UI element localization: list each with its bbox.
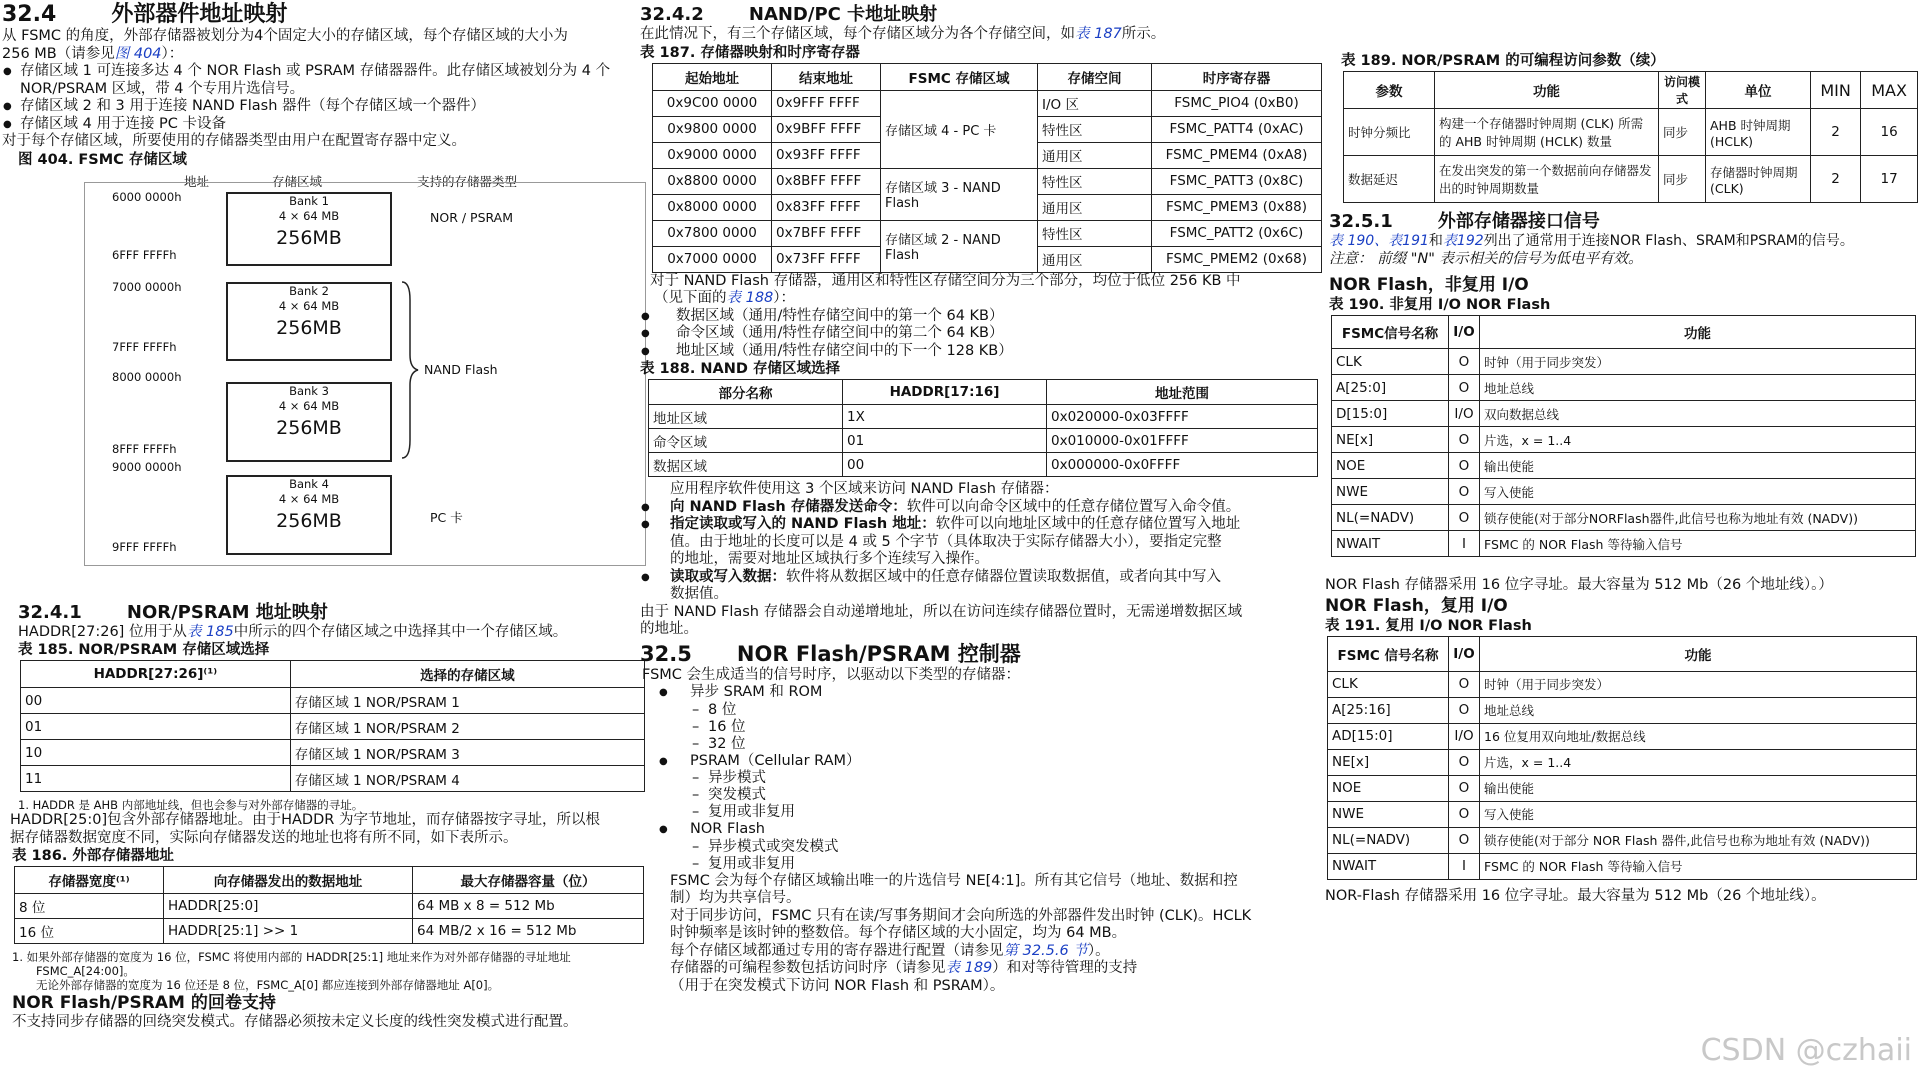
table-190-row (1332, 479, 1916, 505)
link-table-189[interactable]: 表 189 (945, 960, 993, 976)
table-186: 存储器宽度⁽¹⁾ 向存储器发出的数据地址 最大存储器容量（位） 8 位 HADDR[25:0] 64 MB x 8 = 512 Mb 16 位 HADDR[25:1] >> 1 64 MB/2 x 16 = 512 Mb (14, 866, 644, 944)
end-address-cell: 0x9BFF FFFF (772, 116, 881, 142)
bank4-start-address: 9000 0000h (112, 459, 182, 474)
table-189-cell: 构建一个存储器时钟周期 (CLK) 所需的 AHB 时钟周期 (HCLK) 数量 (1435, 109, 1659, 156)
param-paragraph-2: （用于在突发模式下访问 NOR Flash 和 PSRAM）。 (670, 977, 1005, 994)
table-188-row-cell: 0x020000-0x03FFFF (1047, 405, 1318, 429)
area-command-bullet: ● 命令区域（通用/特性存储空间中的第二个 64 KB） (640, 325, 1320, 343)
signal-function-cell: 输出使能 (1480, 775, 1917, 801)
space-cell: 特性区 (1038, 116, 1152, 142)
table-189-cell: 时钟分频比 (1344, 109, 1435, 156)
s251-paragraph: 表 190、表191和表192列出了通常用于连接NOR Flash、SRAM和PSRAM的信号。 (1329, 233, 1854, 249)
area-data-bullet: ● 数据区域（通用/特性存储空间中的第一个 64 KB） (640, 308, 1320, 326)
diagram-header-address: 地址 (184, 173, 210, 189)
table-189-cell: 在发出突发的第一个数据前向存储器发出的时钟周期数量 (1435, 156, 1659, 203)
bullet-specify-address-cont-2: 的地址，需要对地址区域执行多个连续写入操作。 (670, 551, 989, 567)
intro-line-2: 256 MB（请参见图 404）： (2, 45, 184, 62)
timing-register-cell: FSMC_PATT4 (0xAC) (1152, 116, 1322, 142)
param-paragraph-1: 存储器的可编程参数包括访问时序（请参见表 189）和对等待管理的支持 (670, 960, 1138, 976)
memory-subtype-item: – 异步模式 (690, 770, 1320, 787)
bullet-bank23: ● 存储区域 2 和 3 用于连接 NAND Flash 器件（每个存储区域一个器件） (2, 98, 647, 116)
table-188-row (649, 405, 1318, 429)
table-186-row-cell: HADDR[25:0] (164, 894, 413, 919)
space-cell: 特性区 (1038, 168, 1152, 194)
table-189-cell: 16 (1861, 109, 1918, 156)
memory-subtype-item: – 16 位 (690, 719, 1320, 736)
signal-io-cell: O (1449, 801, 1480, 827)
timing-register-cell: FSMC_PMEM3 (0x88) (1152, 194, 1322, 220)
space-cell: 通用区 (1038, 246, 1152, 272)
type-nor-psram: NOR / PSRAM (430, 209, 514, 225)
section-32-4-2-heading: 32.4.2 NAND/PC 卡地址映射 (640, 4, 938, 25)
type-nand-flash: NAND Flash (424, 361, 498, 377)
signal-name-cell: A[25:0] (1332, 375, 1449, 401)
table-191-row (1328, 775, 1917, 801)
start-address-cell: 0x7800 0000 (653, 220, 772, 246)
end-address-cell: 0x8BFF FFFF (772, 168, 881, 194)
table-185-row (21, 688, 645, 714)
signal-name-cell: NE[x] (1328, 749, 1449, 775)
table-190-row (1332, 427, 1916, 453)
signal-function-cell: 写入使能 (1480, 479, 1916, 505)
signal-function-cell: 锁存使能(对于部分NORFlash器件,此信号也称为地址有效 (NADV)) (1480, 505, 1916, 531)
bullet-specify-address-cont-1: 值。由于地址的长度可以是 4 或 5 个字节（具体取决于实际存储器大小），要指定完整 (670, 533, 1222, 550)
signal-io-cell: O (1449, 827, 1480, 853)
table-185-row-cell: 01 (21, 714, 291, 740)
signal-function-cell: 时钟（用于同步突发） (1480, 349, 1916, 375)
table-191-row (1328, 671, 1917, 697)
table-185-row (21, 714, 645, 740)
table-185-note: 1. HADDR 是 AHB 内部地址线，但也会参与对外部存储器的寻址。 (18, 798, 364, 812)
mux-paragraph: NOR-Flash 存储器采用 16 位字寻址。最大容量为 512 Mb（26 个地址线）。 (1325, 887, 1826, 904)
table-190-row (1332, 505, 1916, 531)
bank1-start-address: 6000 0000h (112, 189, 182, 204)
intro-line-1: 从 FSMC 的角度，外部存储器被划分为4个固定大小的存储区域，每个存储区域的大小为 (2, 28, 568, 44)
table-185-row-cell: 存储区域 1 NOR/PSRAM 1 (290, 688, 644, 714)
signal-function-cell: 地址总线 (1480, 375, 1916, 401)
table-188: 部分名称 HADDR[17:16] 地址范围 地址区域 1X 0x020000-0x03FFFF 命令区域 01 0x010000-0x01FFFF 数据区域 00 0x000000-0x0FFFF (648, 379, 1318, 477)
link-table-188[interactable]: 表 188 (726, 290, 774, 306)
watermark: CSDN @czhaii (1700, 1033, 1912, 1068)
timing-register-cell: FSMC_PATT2 (0x6C) (1152, 220, 1322, 246)
signal-name-cell: CLK (1328, 671, 1449, 697)
table-188-row-cell: 01 (843, 429, 1047, 453)
table-188-row (649, 453, 1318, 477)
bullet-send-command: ● 向 NAND Flash 存储器发送命令：软件可以向命令区域中的任意存储位置写入命令值。 (640, 499, 1320, 517)
bullet-bank1-cont: NOR/PSRAM 区域，带 4 个专用片选信号。 (20, 80, 305, 97)
area-address-bullet: ● 地址区域（通用/特性存储空间中的下一个 128 KB） (640, 343, 1320, 361)
bullet-bank4: ● 存储区域 4 用于连接 PC 卡设备 (2, 116, 647, 134)
signal-io-cell: I/O (1449, 723, 1480, 749)
table-186-row-cell: HADDR[25:1] >> 1 (164, 919, 413, 944)
signal-function-cell: FSMC 的 NOR Flash 等待输入信号 (1480, 853, 1917, 879)
table-190-row (1332, 349, 1916, 375)
diagram-header-type: 支持的存储器类型 (417, 173, 518, 189)
bullet-read-write-data: ● 读取或写入数据：软件将从数据区域中的任意存储器位置读取数据值，或者向其中写入 (640, 569, 1320, 587)
signal-io-cell: O (1449, 671, 1480, 697)
table-185-row-cell: 11 (21, 766, 291, 792)
nand-paragraph-2: （见下面的表 188）： (654, 290, 796, 306)
table-187-row (653, 168, 1322, 194)
memory-subtype-item: – 突发模式 (690, 787, 1320, 804)
bank2-end-address: 7FFF FFFFh (112, 339, 177, 354)
signal-name-cell: NWE (1332, 479, 1449, 505)
link-section-32-5-6[interactable]: 第 32.5.6 节 (1003, 942, 1088, 959)
signal-function-cell: 地址总线 (1480, 697, 1917, 723)
bank-2-box: Bank 2 4 × 64 MB 256MB (226, 282, 392, 361)
table-185-row (21, 766, 645, 792)
signal-io-cell: O (1449, 775, 1480, 801)
bank3-end-address: 8FFF FFFFh (112, 441, 177, 456)
bank-name-cell: 存储区域 4 - PC 卡 (881, 90, 1038, 168)
table-186-row-cell: 64 MB/2 x 16 = 512 Mb (413, 919, 644, 944)
bank-name-cell: 存储区域 2 - NAND Flash (881, 220, 1038, 272)
wrap-support-title: NOR Flash/PSRAM 的回卷支持 (12, 993, 276, 1013)
auto-increment-paragraph-1: 由于 NAND Flash 存储器会自动递增地址，所以在访问连续存储器位置时，无需递增数据区域 (640, 603, 1243, 620)
table-189: 参数 功能 访问模式 单位 MIN MAX 时钟分频比 构建一个存储器时钟周期 (CLK) 所需的 AHB 时钟周期 (HCLK) 数量 同步 AHB 时钟周期 (HCLK) 2 16 数据延迟 在发出突发的第一个数据前向存储器发出的时钟周期数量 同步 存储器时钟周期 (CLK) 2 17 (1343, 71, 1918, 203)
table-191: FSMC 信号名称 I/O 功能 CLK O 时钟（用于同步突发） A[25:16] O 地址总线 AD[15:0] I/O 16 位复用双向地址/数据总线 NE[x] O 片选，x = 1..4 NOE O 输出使能 NWE O 写入使能 NL(=NADV) O 锁存使能(对于部分 NOR Flash 器件,此信号也称为地址有效 (NADV)) NWAIT I FSMC 的 NOR Flash 等待输入信号 (1327, 636, 1917, 880)
table-187-row (653, 90, 1322, 116)
bullet-specify-address: ● 指定读取或写入的 NAND Flash 地址：软件可以向地址区域中的任意存储位置写入地址 (640, 516, 1320, 534)
table-188-row-cell: 00 (843, 453, 1047, 477)
signal-io-cell: O (1449, 479, 1480, 505)
table-191-row (1328, 801, 1917, 827)
table-189-row (1344, 109, 1918, 156)
table-188-row-cell: 0x000000-0x0FFFF (1047, 453, 1318, 477)
table-186-row (15, 894, 644, 919)
ne-paragraph-1: FSMC 会为每个存储区域输出唯一的片选信号 NE[4:1]。所有其它信号（地址、数据和控 (670, 872, 1238, 889)
table-185-row-cell: 存储区域 1 NOR/PSRAM 2 (290, 714, 644, 740)
signal-name-cell: NE[x] (1332, 427, 1449, 453)
table-188-row-cell: 0x010000-0x01FFFF (1047, 429, 1318, 453)
table-185-row-cell: 00 (21, 688, 291, 714)
column-right (1325, 0, 1920, 905)
section-32-5-heading: 32.5 NOR Flash/PSRAM 控制器 (640, 641, 1021, 666)
bank2-start-address: 7000 0000h (112, 279, 182, 294)
table-190: FSMC信号名称 I/O 功能 CLK O 时钟（用于同步突发） A[25:0] O 地址总线 D[15:0] I/O 双向数据总线 NE[x] O 片选，x = 1..4 NOE O 输出使能 NWE O 写入使能 NL(=NADV) O 锁存使能(对于部分NORFlash器件,此信号也称为地址有效 (NADV)) NWAIT I FSMC 的 NOR Flash 等待输入信号 (1331, 315, 1916, 557)
clk-paragraph-2: 时钟频率是该时钟的整数倍。每个存储区域的大小固定，均为 64 MB。 (670, 925, 1127, 941)
table-186-row-cell: 64 MB x 8 = 512 Mb (413, 894, 644, 919)
signal-function-cell: 写入使能 (1480, 801, 1917, 827)
space-cell: I/O 区 (1038, 90, 1152, 116)
bullet-read-write-data-cont: 数据值。 (670, 586, 728, 602)
memory-subtype-item: – 复用或非复用 (690, 804, 1320, 821)
signal-name-cell: A[25:16] (1328, 697, 1449, 723)
signal-io-cell: O (1449, 375, 1480, 401)
table-188-row-cell: 命令区域 (649, 429, 843, 453)
timing-register-cell: FSMC_PATT3 (0x8C) (1152, 168, 1322, 194)
signal-name-cell: NOE (1332, 453, 1449, 479)
table-188-row-cell: 数据区域 (649, 453, 843, 477)
auto-increment-paragraph-2: 的地址。 (640, 621, 698, 637)
link-table-192[interactable]: 表192 (1442, 233, 1484, 249)
signal-function-cell: 片选，x = 1..4 (1480, 749, 1917, 775)
table-187: 起始地址 结束地址 FSMC 存储区域 存储空间 时序寄存器 0x9C00 0000 0x9FFF FFFF 存储区域 4 - PC 卡 I/O 区 FSMC_PIO4 (0xB0) 0x9800 0000 0x9BFF FFFF 特性区 FSMC_PATT4 (0xAC) 0x9000 0000 0x93FF FFFF 通用区 FSMC_PMEM4 (0xA8) 0x8800 0000 0x8BFF FFFF 存储区域 3 - NAND Flash 特性区 FSMC_PATT3 (0x8C) 0x8000 0000 0x83FF FFFF 通用区 FSMC_PMEM3 (0x88) 0x7800 0000 0x7BFF FFFF 存储区域 2 - NAND Flash 特性区 FSMC_PATT2 (0x6C) 0x7000 0000 0x73FF FFFF 通用区 FSMC_PMEM2 (0x68) (652, 63, 1322, 273)
table-191-row (1328, 697, 1917, 723)
intro-line-3: 对于每个存储区域，所要使用的存储器类型由用户在配置寄存器中定义。 (2, 133, 466, 149)
table-191-caption: 表 191. 复用 I/O NOR Flash (1325, 617, 1532, 634)
table-187-caption: 表 187. 存储器映射和时序寄存器 (640, 44, 860, 61)
table-189-row (1344, 156, 1918, 203)
bank-1-box: Bank 1 4 × 64 MB 256MB (226, 192, 392, 266)
config-paragraph: 每个存储区域都通过专用的寄存器进行配置（请参见第 32.5.6 节）。 (670, 942, 1110, 959)
column-middle (640, 0, 1320, 995)
start-address-cell: 0x8000 0000 (653, 194, 772, 220)
table-191-row (1328, 827, 1917, 853)
table-186-row-cell: 8 位 (15, 894, 164, 919)
bullet-bank1: ● 存储区域 1 可连接多达 4 个 NOR Flash 或 PSRAM 存储器器件。此存储区域被划分为 4 个 (2, 63, 647, 81)
end-address-cell: 0x83FF FFFF (772, 194, 881, 220)
table-186-row (15, 919, 644, 944)
bank-name-cell: 存储区域 3 - NAND Flash (881, 168, 1038, 220)
section-32-4-heading: 32.4 外部器件地址映射 (2, 2, 288, 27)
memory-subtype-item: – 异步模式或突发模式 (690, 839, 1320, 856)
signal-function-cell: 输出使能 (1480, 453, 1916, 479)
table-186-row-cell: 16 位 (15, 919, 164, 944)
non-mux-title: NOR Flash，非复用 I/O (1329, 275, 1529, 295)
signal-function-cell: 16 位复用双向地址/数据总线 (1480, 723, 1917, 749)
haddr-paragraph-1: HADDR[25:0]包含外部存储器地址。由于HADDR 为字节地址，而存储器按字寻址，所以根 (10, 812, 600, 828)
table-189-cell: 2 (1811, 156, 1861, 203)
space-cell: 通用区 (1038, 194, 1152, 220)
signal-name-cell: NL(=NADV) (1328, 827, 1449, 853)
link-table-187[interactable]: 表 187 (1075, 26, 1122, 42)
signal-function-cell: 片选，x = 1..4 (1480, 427, 1916, 453)
signal-name-cell: AD[15:0] (1328, 723, 1449, 749)
signal-function-cell: 双向数据总线 (1480, 401, 1916, 427)
table-191-row (1328, 749, 1917, 775)
table-189-cell: 数据延迟 (1344, 156, 1435, 203)
table-189-cell: AHB 时钟周期 (HCLK) (1706, 109, 1811, 156)
table-189-caption: 表 189. NOR/PSRAM 的可编程访问参数（续） (1341, 53, 1665, 69)
table-189-cell: 同步 (1659, 109, 1706, 156)
start-address-cell: 0x9800 0000 (653, 116, 772, 142)
s241-paragraph: HADDR[27:26] 位用于从表 185中所示的四个存储区域之中选择其中一个存储区域。 (18, 623, 568, 640)
figure-404-caption: 图 404. FSMC 存储区域 (18, 151, 187, 168)
table-186-caption: 表 186. 外部存储器地址 (12, 848, 174, 864)
end-address-cell: 0x73FF FFFF (772, 246, 881, 272)
signal-name-cell: NWAIT (1332, 531, 1449, 557)
signal-function-cell: FSMC 的 NOR Flash 等待输入信号 (1480, 531, 1916, 557)
end-address-cell: 0x93FF FFFF (772, 142, 881, 168)
table-190-row (1332, 401, 1916, 427)
section-32-4-1-heading: 32.4.1 NOR/PSRAM 地址映射 (18, 601, 328, 623)
space-cell: 通用区 (1038, 142, 1152, 168)
diagram-header-region: 存储区域 (272, 173, 323, 189)
end-address-cell: 0x9FFF FFFF (772, 90, 881, 116)
table-186-note-3: 无论外部存储器的宽度为 16 位还是 8 位，FSMC_A[0] 都应连接到外部存储器地址 A[0]。 (36, 978, 500, 992)
table-186-note-1: 1. 如果外部存储器的宽度为 16 位，FSMC 将使用内部的 HADDR[25:1] 地址来作为对外部存储器的寻址地址 (12, 950, 571, 964)
table-191-row (1328, 853, 1917, 879)
timing-register-cell: FSMC_PIO4 (0xB0) (1152, 90, 1322, 116)
table-190-row (1332, 531, 1916, 557)
table-185: HADDR[27:26]⁽¹⁾ 选择的存储区域 00 存储区域 1 NOR/PSRAM 1 01 存储区域 1 NOR/PSRAM 2 10 存储区域 1 NOR/PSRAM 3 11 存储区域 1 NOR/PSRAM 4 (20, 660, 645, 792)
start-address-cell: 0x9C00 0000 (653, 90, 772, 116)
fsmc-bank-diagram (2, 170, 647, 600)
signal-function-cell: 时钟（用于同步突发） (1480, 671, 1917, 697)
table-185-caption: 表 185. NOR/PSRAM 存储区域选择 (18, 642, 270, 658)
bank3-start-address: 8000 0000h (112, 369, 182, 384)
signal-io-cell: O (1449, 697, 1480, 723)
signal-function-cell: 锁存使能(对于部分 NOR Flash 器件,此信号也称为地址有效 (NADV)) (1480, 827, 1917, 853)
section-32-5-1-heading: 32.5.1 外部存储器接口信号 (1329, 211, 1600, 232)
table-189-cell: 17 (1861, 156, 1918, 203)
start-address-cell: 0x9000 0000 (653, 142, 772, 168)
signal-name-cell: NL(=NADV) (1332, 505, 1449, 531)
table-188-row (649, 429, 1318, 453)
signal-name-cell: NWE (1328, 801, 1449, 827)
table-190-row (1332, 375, 1916, 401)
bank4-end-address: 9FFF FFFFh (112, 539, 177, 554)
type-pc-card: PC 卡 (430, 509, 463, 525)
memory-subtype-item: – 复用或非复用 (690, 856, 1320, 873)
signal-name-cell: NOE (1328, 775, 1449, 801)
mux-title: NOR Flash，复用 I/O (1325, 595, 1508, 616)
memory-type-item: ● 异步 SRAM 和 ROM (658, 684, 1320, 702)
s25-paragraph: FSMC 会生成适当的信号时序，以驱动以下类型的存储器： (642, 666, 1021, 683)
memory-subtype-item: – 32 位 (690, 736, 1320, 753)
table-186-note-2: FSMC_A[24:00]。 (36, 964, 135, 978)
timing-register-cell: FSMC_PMEM2 (0x68) (1152, 246, 1322, 272)
signal-io-cell: O (1449, 505, 1480, 531)
s251-note: 注意： 前缀 "N" 表示相关的信号为低电平有效。 (1329, 250, 1643, 267)
table-185-row-cell: 10 (21, 740, 291, 766)
table-187-row (653, 220, 1322, 246)
timing-register-cell: FSMC_PMEM4 (0xA8) (1152, 142, 1322, 168)
bank1-end-address: 6FFF FFFFh (112, 247, 177, 262)
memory-subtype-item: – 8 位 (690, 702, 1320, 719)
table-190-row (1332, 453, 1916, 479)
bank-4-box: Bank 4 4 × 64 MB 256MB (226, 475, 392, 555)
signal-io-cell: O (1449, 427, 1480, 453)
table-185-row (21, 740, 645, 766)
table-191-row (1328, 723, 1917, 749)
signal-io-cell: I/O (1449, 401, 1480, 427)
haddr-paragraph-2: 据存储器数据宽度不同，实际向存储器发送的地址也将有所不同，如下表所示。 (10, 829, 518, 846)
nand-app-paragraph: 应用程序软件使用这 3 个区域来访问 NAND Flash 存储器： (670, 481, 1059, 497)
bank-3-box: Bank 3 4 × 64 MB 256MB (226, 382, 392, 462)
signal-name-cell: NWAIT (1328, 853, 1449, 879)
signal-io-cell: O (1449, 349, 1480, 375)
table-188-caption: 表 188. NAND 存储区域选择 (640, 361, 840, 377)
nand-paragraph-1: 对于 NAND Flash 存储器，通用区和特性区存储空间分为三个部分，均位于低位 256 KB 中 (650, 272, 1241, 289)
wrap-support-paragraph: 不支持同步存储器的回绕突发模式。存储器必须按未定义长度的线性突发模式进行配置。 (12, 1014, 578, 1030)
link-table-185[interactable]: 表 185 (186, 623, 234, 640)
signal-io-cell: I (1449, 853, 1480, 879)
table-185-row-cell: 存储区域 1 NOR/PSRAM 3 (290, 740, 644, 766)
table-185-row-cell: 存储区域 1 NOR/PSRAM 4 (290, 766, 644, 792)
signal-name-cell: CLK (1332, 349, 1449, 375)
table-189-cell: 2 (1811, 109, 1861, 156)
signal-name-cell: D[15:0] (1332, 401, 1449, 427)
memory-type-item: ● PSRAM（Cellular RAM） (658, 753, 1320, 771)
table-188-row-cell: 1X (843, 405, 1047, 429)
table-189-cell: 同步 (1659, 156, 1706, 203)
column-left (2, 0, 647, 1032)
start-address-cell: 0x8800 0000 (653, 168, 772, 194)
memory-type-list (658, 684, 1320, 873)
end-address-cell: 0x7BFF FFFF (772, 220, 881, 246)
s242-paragraph: 在此情况下，有三个存储区域，每个存储区域分为各个存储空间，如表 187所示。 (640, 26, 1166, 42)
diagram-frame (84, 182, 646, 566)
table-189-cell: 存储器时钟周期 (CLK) (1706, 156, 1811, 203)
ne-paragraph-2: 制）均为共享信号。 (670, 890, 801, 906)
non-mux-paragraph: NOR Flash 存储器采用 16 位字寻址。最大容量为 512 Mb（26 个地址线）。） (1325, 577, 1833, 593)
start-address-cell: 0x7000 0000 (653, 246, 772, 272)
signal-io-cell: I (1449, 531, 1480, 557)
table-190-caption: 表 190. 非复用 I/O NOR Flash (1329, 297, 1551, 313)
link-figure-404[interactable]: 图 404 (114, 45, 162, 62)
space-cell: 特性区 (1038, 220, 1152, 246)
table-188-row-cell: 地址区域 (649, 405, 843, 429)
signal-io-cell: O (1449, 453, 1480, 479)
clk-paragraph-1: 对于同步访问，FSMC 只有在读/写事务期间才会向所选的外部器件发出时钟 (CLK)。HCLK (670, 907, 1252, 924)
link-table-190-191[interactable]: 表 190、表191 (1329, 233, 1429, 249)
memory-type-item: ● NOR Flash (658, 821, 1320, 839)
signal-io-cell: O (1449, 749, 1480, 775)
